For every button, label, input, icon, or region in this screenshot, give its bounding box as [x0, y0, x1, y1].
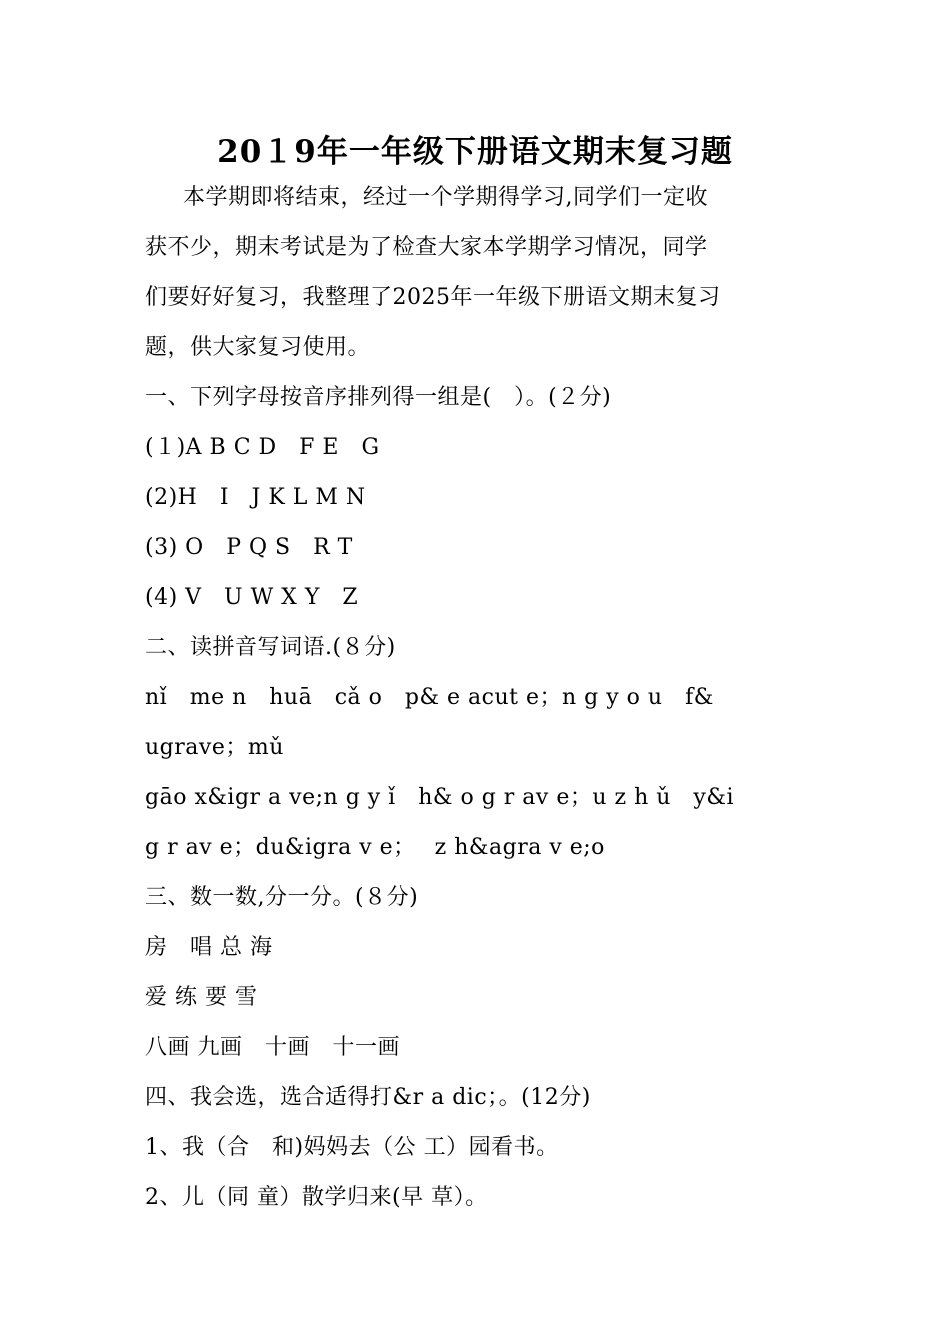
intro-line-4: 题，供大家复习使用。 [145, 335, 371, 360]
question-4-heading: 四、我会选，选合适得打&r a dic；。(12分) [145, 1085, 591, 1110]
question-4-item-1: 1、我（合 和)妈妈去（公 工）园看书。 [145, 1135, 559, 1160]
question-1-option-4: (4) V U W X Y Z [145, 585, 359, 610]
intro-line-2: 获不少，期末考试是为了检查大家本学期学习情况，同学 [145, 235, 708, 260]
document-title: 20１9年一年级下册语文期末复习题 [217, 134, 733, 170]
intro-line-3: 们要好好复习，我整理了2025年一年级下册语文期末复习 [145, 285, 721, 310]
characters-row-2: 爱 练 要 雪 [145, 985, 258, 1010]
question-1-option-2: (2)H I J K L M N [145, 485, 366, 510]
question-1-heading: 一、下列字母按音序排列得一组是( ）。(２分) [145, 385, 612, 410]
question-1-option-3: (3) O P Q S R T [145, 535, 353, 560]
stroke-categories: 八画 九画 十画 十一画 [145, 1035, 400, 1060]
pinyin-line-1: nǐ me n huā cǎ o p& e acut e；n g y o u f& [145, 685, 714, 710]
pinyin-line-4: g r av e；du&igra v e； z h&agra v e;o [145, 835, 605, 860]
question-4-item-2: 2、儿（同 童）散学归来(早 草）。 [145, 1185, 488, 1210]
question-2-heading: 二、读拼音写词语.(８分) [145, 635, 396, 660]
characters-row-1: 房 唱 总 海 [145, 935, 273, 960]
pinyin-line-3: gāo x&igr a ve;n g y ǐ h& o g r av e；u z h ǔ y&i [145, 785, 734, 810]
question-1-option-1: (１)A B C D F E G [145, 435, 380, 460]
pinyin-line-2: ugrave；mǔ [145, 735, 284, 760]
question-3-heading: 三、数一数,分一分。(８分) [145, 885, 419, 910]
intro-line-1: 本学期即将结束，经过一个学期得学习,同学们一定收 [183, 185, 708, 210]
